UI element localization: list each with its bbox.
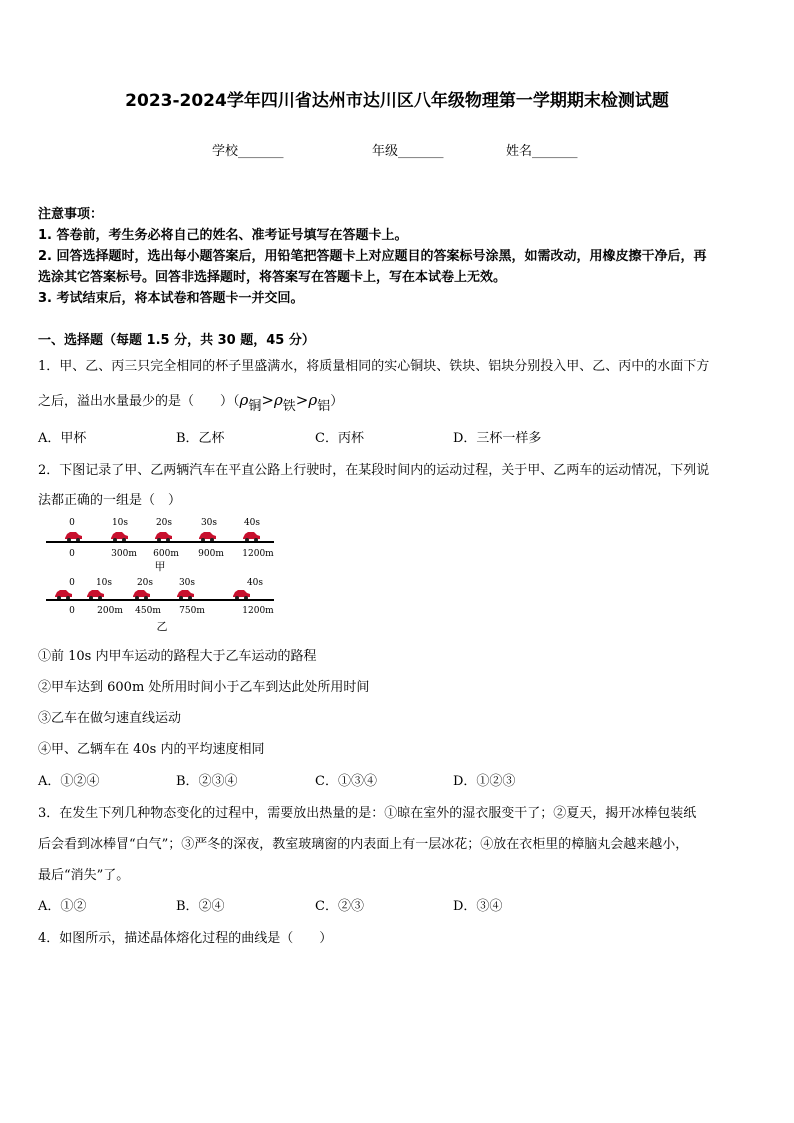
jia-distance-label: 0 <box>69 549 75 559</box>
jia-time-label: 10s <box>111 518 129 528</box>
yi-time-label: 0 <box>69 578 75 588</box>
car-icon <box>111 532 128 542</box>
yi-time-label: 30s <box>178 578 196 588</box>
option-a[interactable]: A．①② <box>38 899 87 914</box>
option-d[interactable]: D．③④ <box>453 899 503 914</box>
yi-cars <box>55 590 250 600</box>
car-icon <box>133 590 150 600</box>
cars-motion-figure <box>42 512 282 634</box>
jia-cars <box>65 532 260 542</box>
jia-distance-label: 600m <box>153 549 179 559</box>
section-heading: 一、选择题（每题 1.5 分，共 30 题，45 分） <box>38 333 315 348</box>
question-3-line: 后会看到冰棒冒“白气”；③严冬的深夜，教室玻璃窗的内表面上有一层冰花；④放在衣柜里的樟脑丸会越来越小， <box>38 837 689 852</box>
question-2-statement: ②甲车达到 600m 处所用时间小于乙车到达此处所用时间 <box>38 680 370 695</box>
question-2-statement: ①前 10s 内甲车运动的路程大于乙车运动的路程 <box>38 649 317 664</box>
option-a[interactable]: A．甲杯 <box>38 431 87 446</box>
greater-than-sign: > <box>261 391 274 409</box>
jia-label: 甲 <box>154 560 166 573</box>
aluminum-subscript: 铝 <box>317 399 331 414</box>
car-icon <box>199 532 216 542</box>
copper-subscript: 铜 <box>248 399 262 414</box>
school-field[interactable]: 学校_______ <box>212 144 284 159</box>
close-paren: ） <box>330 394 344 409</box>
jia-distance-label: 300m <box>111 549 137 559</box>
question-2-line: 法都正确的一组是（ ） <box>38 493 182 508</box>
option-c[interactable]: C．①③④ <box>315 774 377 789</box>
yi-time-label: 40s <box>246 578 264 588</box>
yi-label: 乙 <box>156 620 168 633</box>
yi-distance-label: 200m <box>97 606 123 616</box>
jia-time-label: 20s <box>155 518 173 528</box>
yi-distance-label: 1200m <box>242 606 274 616</box>
question-3-line: 3．在发生下列几种物态变化的过程中，需要放出热量的是：①晾在室外的湿衣服变干了；②夏天，揭开冰棒包装纸 <box>38 806 697 821</box>
name-field[interactable]: 姓名_______ <box>506 144 578 159</box>
notice-item: 2. 回答选择题时，选出每小题答案后，用铅笔把答题卡上对应题目的答案标号涂黑，如需改动，用橡皮擦干净后，再 <box>38 249 707 264</box>
option-c[interactable]: C．②③ <box>315 899 364 914</box>
car-icon <box>233 590 250 600</box>
jia-time-label: 0 <box>69 518 75 528</box>
notice-item: 选涂其它答案标号。回答非选择题时，将答案写在答题卡上，写在本试卷上无效。 <box>38 270 507 285</box>
question-2-statement: ④甲、乙辆车在 40s 内的平均速度相同 <box>38 742 265 757</box>
option-b[interactable]: B．②④ <box>176 899 225 914</box>
question-3-line: 最后“消失”了。 <box>38 868 130 883</box>
car-icon <box>87 590 104 600</box>
greater-than-sign: > <box>295 391 309 409</box>
density-symbol: ρ <box>308 391 318 409</box>
option-d[interactable]: D．①②③ <box>453 774 516 789</box>
option-a[interactable]: A．①②④ <box>38 774 100 789</box>
yi-time-label: 20s <box>136 578 154 588</box>
iron-subscript: 铁 <box>282 399 296 414</box>
option-d[interactable]: D．三杯一样多 <box>453 431 542 446</box>
option-c[interactable]: C．丙杯 <box>315 431 364 446</box>
yi-time-label: 10s <box>95 578 113 588</box>
notice-heading: 注意事项： <box>38 207 104 222</box>
page-title: 2023-2024学年四川省达州市达川区八年级物理第一学期期末检测试题 <box>125 91 669 111</box>
notice-item: 1. 答卷前，考生务必将自己的姓名、准考证号填写在答题卡上。 <box>38 228 408 243</box>
car-icon <box>155 532 172 542</box>
question-2-line: 2．下图记录了甲、乙两辆汽车在平直公路上行驶时，在某段时间内的运动过程，关于甲、乙两车的运动情况，下列说 <box>38 463 710 478</box>
jia-time-label: 30s <box>200 518 218 528</box>
jia-distance-label: 900m <box>198 549 224 559</box>
yi-distance-label: 450m <box>135 606 161 616</box>
question-4-line: 4．如图所示，描述晶体熔化过程的曲线是（ ） <box>38 931 333 946</box>
notice-item: 3. 考试结束后，将本试卷和答题卡一并交回。 <box>38 291 304 306</box>
jia-time-label: 40s <box>243 518 261 528</box>
question-2-statement: ③乙车在做匀速直线运动 <box>38 711 182 726</box>
question-1-line: 1．甲、乙、丙三只完全相同的杯子里盛满水，将质量相同的实心铜块、铁块、铝块分别投入甲、乙、丙中的水面下方 <box>38 359 710 374</box>
car-icon <box>177 590 194 600</box>
car-icon <box>65 532 82 542</box>
grade-field[interactable]: 年级_______ <box>372 144 444 159</box>
yi-distance-label: 750m <box>179 606 205 616</box>
density-symbol: ρ <box>239 391 249 409</box>
yi-distance-label: 0 <box>69 606 75 616</box>
car-icon <box>243 532 260 542</box>
density-symbol: ρ <box>273 391 283 409</box>
option-b[interactable]: B．②③④ <box>176 774 238 789</box>
question-1-stem-end: 之后，溢出水量最少的是（ ）（ <box>38 394 240 409</box>
car-icon <box>55 590 72 600</box>
option-b[interactable]: B．乙杯 <box>176 431 225 446</box>
question-1-line <box>38 390 344 414</box>
jia-distance-label: 1200m <box>242 549 274 559</box>
